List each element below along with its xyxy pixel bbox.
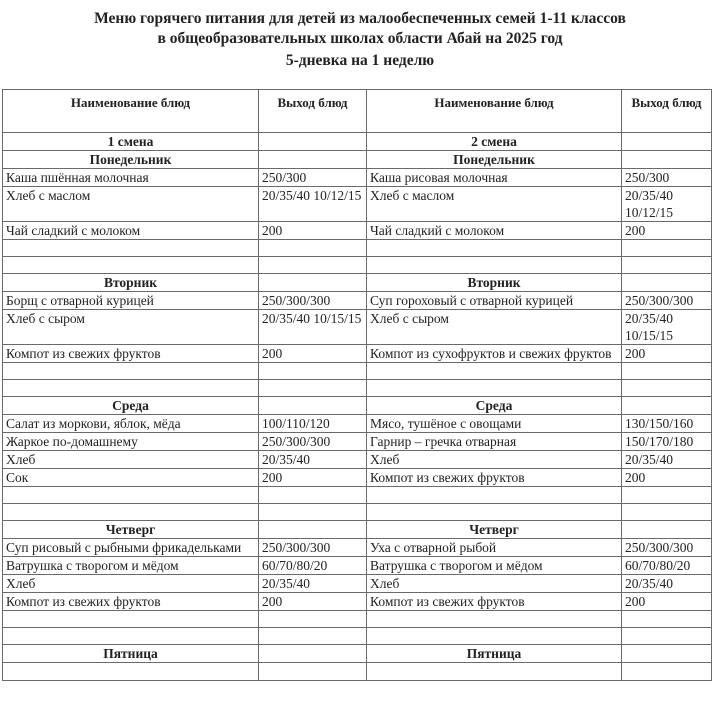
blank-row (3, 240, 712, 257)
day-label-wednesday-shift-2: Среда (367, 397, 622, 415)
yield-shift-1: 250/300/300 (259, 433, 367, 451)
empty-cell (259, 133, 367, 151)
yield-shift-1: 250/300/300 (259, 539, 367, 557)
shift-row (3, 133, 712, 151)
yield-shift-2: 250/300/300 (622, 292, 712, 310)
document-title-line-3: 5-дневка на 1 неделю (285, 52, 435, 69)
table-row (3, 310, 712, 345)
dish-shift-1: Сок (3, 469, 259, 487)
dish-shift-2: Хлеб (367, 575, 622, 593)
table-row (3, 557, 712, 575)
dish-shift-1: Салат из моркови, яблок, мёда (3, 415, 259, 433)
empty-cell (622, 151, 712, 169)
table-row (3, 187, 712, 222)
yield-shift-1: 60/70/80/20 (259, 557, 367, 575)
day-row-thursday (3, 521, 712, 539)
day-label-tuesday-shift-1: Вторник (3, 274, 259, 292)
header-yield-shift-1: Выход блюд (259, 90, 367, 133)
dish-shift-2: Хлеб с сыром (367, 310, 622, 345)
empty-cell (259, 645, 367, 663)
yield-shift-2: 150/170/180 (622, 433, 712, 451)
dish-shift-1: Хлеб с маслом (3, 187, 259, 222)
dish-shift-2: Чай сладкий с молоком (367, 222, 622, 240)
dish-shift-2: Хлеб (367, 451, 622, 469)
dish-shift-2: Каша рисовая молочная (367, 169, 622, 187)
yield-shift-2: 200 (622, 469, 712, 487)
yield-shift-2: 130/150/160 (622, 415, 712, 433)
dish-shift-2: Суп гороховый с отварной курицей (367, 292, 622, 310)
yield-shift-1: 200 (259, 222, 367, 240)
dish-shift-2: Компот из сухофруктов и свежих фруктов (367, 345, 622, 363)
day-row-wednesday (3, 397, 712, 415)
yield-shift-2: 250/300/300 (622, 539, 712, 557)
yield-shift-1: 100/110/120 (259, 415, 367, 433)
table-row (3, 663, 712, 681)
table-row (3, 433, 712, 451)
dish-shift-1: Каша пшённая молочная (3, 169, 259, 187)
day-label-monday-shift-2: Понедельник (367, 151, 622, 169)
yield-shift-1: 200 (259, 345, 367, 363)
dish-shift-1: Хлеб (3, 575, 259, 593)
empty-cell (259, 274, 367, 292)
yield-shift-1: 200 (259, 469, 367, 487)
table-header-row (3, 90, 712, 133)
empty-cell (622, 521, 712, 539)
table-row (3, 222, 712, 240)
yield-shift-2: 20/35/40 (622, 451, 712, 469)
dish-shift-1: Хлеб с сыром (3, 310, 259, 345)
dish-shift-2: Мясо, тушёное с овощами (367, 415, 622, 433)
yield-shift-2: 250/300 (622, 169, 712, 187)
day-row-tuesday (3, 274, 712, 292)
day-label-friday-shift-2: Пятница (367, 645, 622, 663)
dish-shift-2: Компот из свежих фруктов (367, 469, 622, 487)
dish-shift-1: Борщ с отварной курицей (3, 292, 259, 310)
shift-2-label: 2 смена (367, 133, 622, 151)
table-row (3, 451, 712, 469)
menu-table (2, 89, 712, 681)
document-title-line-1: Меню горячего питания для детей из малообеспеченных семей 1-11 классов (94, 10, 626, 27)
day-label-thursday-shift-1: Четверг (3, 521, 259, 539)
empty-cell (622, 397, 712, 415)
table-row (3, 345, 712, 363)
day-label-monday-shift-1: Понедельник (3, 151, 259, 169)
table-row (3, 292, 712, 310)
yield-shift-2: 60/70/80/20 (622, 557, 712, 575)
yield-shift-1: 250/300 (259, 169, 367, 187)
yield-shift-1: 20/35/40 10/12/15 (259, 187, 367, 222)
blank-row (3, 487, 712, 504)
dish-shift-1: Суп рисовый с рыбными фрикадельками (3, 539, 259, 557)
yield-shift-1: 200 (259, 593, 367, 611)
blank-row (3, 628, 712, 645)
header-yield-shift-2: Выход блюд (622, 90, 712, 133)
dish-shift-1: Компот из свежих фруктов (3, 345, 259, 363)
empty-cell (259, 151, 367, 169)
yield-shift-2: 200 (622, 593, 712, 611)
yield-shift-2: 20/35/40 10/12/15 (622, 187, 712, 222)
yield-shift-1: 20/35/40 (259, 451, 367, 469)
yield-shift-1: 20/35/40 10/15/15 (259, 310, 367, 345)
yield-shift-2: 200 (622, 222, 712, 240)
yield-shift-1: 20/35/40 (259, 575, 367, 593)
day-label-tuesday-shift-2: Вторник (367, 274, 622, 292)
yield-shift-2: 20/35/40 (622, 575, 712, 593)
table-row (3, 593, 712, 611)
dish-shift-1: Жаркое по-домашнему (3, 433, 259, 451)
dish-shift-2: Хлеб с маслом (367, 187, 622, 222)
day-row-monday (3, 151, 712, 169)
dish-shift-1: Ватрушка с творогом и мёдом (3, 557, 259, 575)
dish-shift-1: Хлеб (3, 451, 259, 469)
blank-row (3, 257, 712, 274)
dish-shift-1: Компот из свежих фруктов (3, 593, 259, 611)
day-row-friday (3, 645, 712, 663)
table-row (3, 169, 712, 187)
blank-row (3, 611, 712, 628)
dish-shift-1: Чай сладкий с молоком (3, 222, 259, 240)
dish-shift-2: Компот из свежих фруктов (367, 593, 622, 611)
table-row (3, 539, 712, 557)
empty-cell (259, 521, 367, 539)
empty-cell (622, 133, 712, 151)
table-row (3, 575, 712, 593)
blank-row (3, 504, 712, 521)
day-label-wednesday-shift-1: Среда (3, 397, 259, 415)
dish-shift-2: Уха с отварной рыбой (367, 539, 622, 557)
dish-shift-2: Гарнир – гречка отварная (367, 433, 622, 451)
shift-1-label: 1 смена (3, 133, 259, 151)
yield-shift-1: 250/300/300 (259, 292, 367, 310)
day-label-thursday-shift-2: Четверг (367, 521, 622, 539)
document-title-line-2: в общеобразовательных школах области Абай на 2025 год (157, 30, 563, 47)
day-label-friday-shift-1: Пятница (3, 645, 259, 663)
empty-cell (622, 645, 712, 663)
blank-row (3, 380, 712, 397)
table-row (3, 415, 712, 433)
dish-shift-2: Ватрушка с творогом и мёдом (367, 557, 622, 575)
header-dish-name-shift-1: Наименование блюд (3, 90, 259, 133)
table-row (3, 469, 712, 487)
header-dish-name-shift-2: Наименование блюд (367, 90, 622, 133)
blank-row (3, 363, 712, 380)
empty-cell (622, 274, 712, 292)
empty-cell (259, 397, 367, 415)
yield-shift-2: 20/35/40 10/15/15 (622, 310, 712, 345)
yield-shift-2: 200 (622, 345, 712, 363)
